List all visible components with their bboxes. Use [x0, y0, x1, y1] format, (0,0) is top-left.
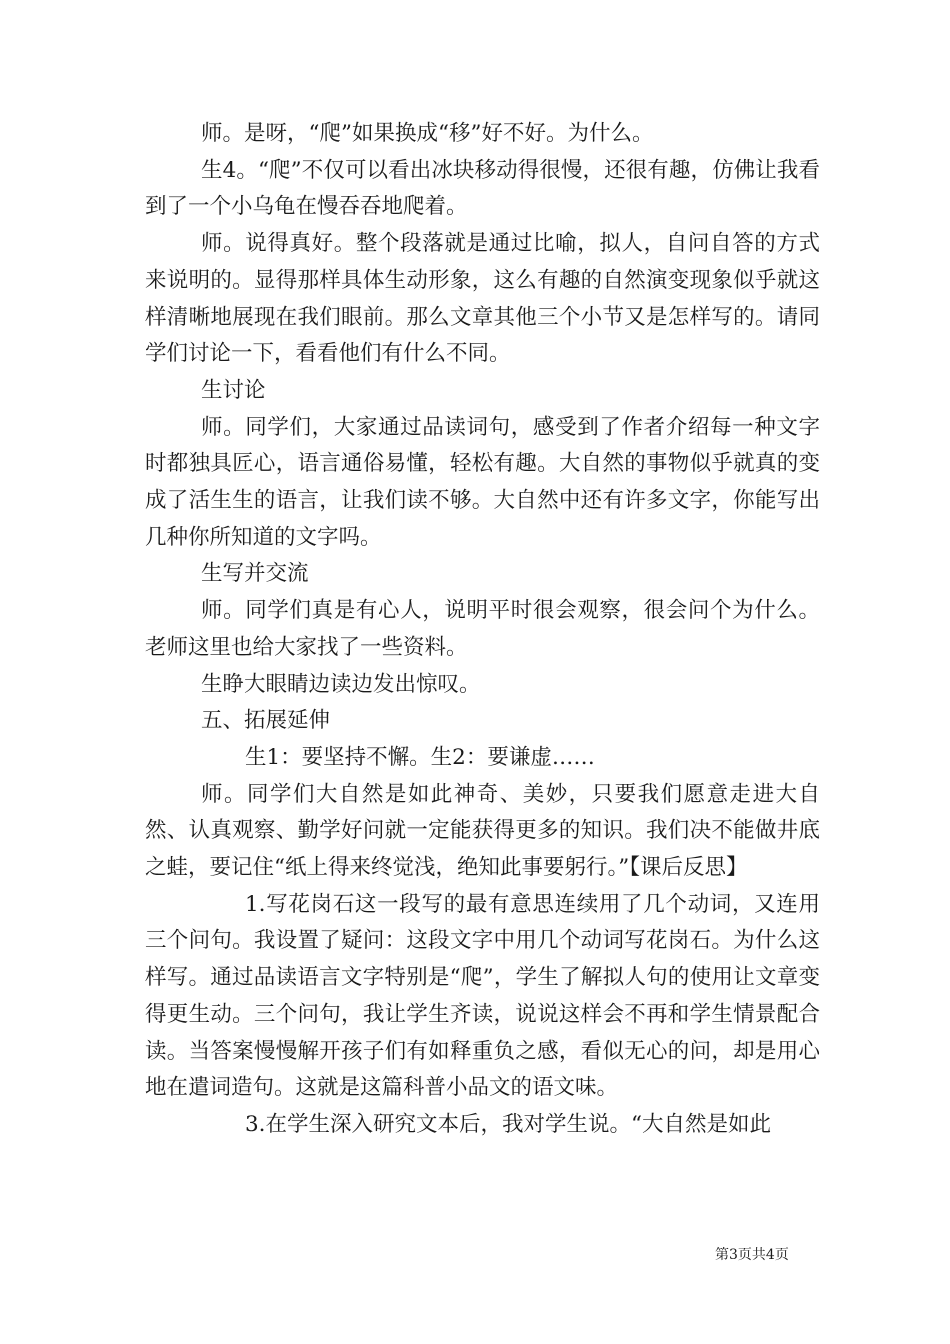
paragraph-student-answers: 生1：要坚持不懈。生2：要谦虚…… [245, 744, 595, 770]
paragraph-reflection-3: 3.在学生深入研究文本后，我对学生说。“大自然是如此 [245, 1111, 772, 1137]
paragraph-teacher-conclusion: 师。同学们大自然是如此神奇、美妙，只要我们愿意走进大自然、认真观察、勤学好问就一定能获得更多的知识。我们决不能做井底之蛙，要记住“纸上得来终觉浅，绝知此事要躬行。”【课后反思】 [145, 781, 820, 881]
paragraph-reflection-1: 1.写花岗石这一段写的最有意思连续用了几个动词，又连用三个问句。我设置了疑问：这段文字中用几个动词写花岗石。为什么这样写。通过品读语言文字特别是“爬”，学生了解拟人句的使用让文章变得更生动。三个问句，我让学生齐读，说说这样会不再和学生情景配合读。当答案慢慢解开孩子们有如释重负之感，看似无心的问，却是用心地在遣词造句。这就是这篇科普小品文的语文味。 [145, 891, 820, 1101]
paragraph-student-4: 生4。“爬”不仅可以看出冰块移动得很慢，还很有趣，仿佛让我看到了一个小乌龟在慢吞吞地爬着。 [145, 157, 820, 220]
document-body [145, 116, 820, 1144]
page-number-footer: 第3页共4页 [715, 1247, 789, 1263]
paragraph-teacher-question: 师。是呀，“爬”如果换成“移”好不好。为什么。 [201, 121, 654, 146]
paragraph-teacher-materials: 师。同学们真是有心人，说明平时很会观察，很会问个为什么。老师这里也给大家找了一些资料。 [145, 598, 820, 660]
paragraph-student-discussion: 生讨论 [201, 377, 266, 403]
section-heading-extension: 五、拓展延伸 [201, 708, 331, 734]
paragraph-teacher-summary: 师。同学们，大家通过品读词句，感受到了作者介绍每一种文字时都独具匠心，语言通俗易懂，轻松有趣。大自然的事物似乎就真的变成了活生生的语言，让我们读不够。大自然中还有许多文字，你能写出几种你所知道的文字吗。 [145, 414, 820, 550]
paragraph-student-write: 生写并交流 [201, 561, 309, 587]
paragraph-teacher-praise: 师。说得真好。整个段落就是通过比喻，拟人，自问自答的方式来说明的。显得那样具体生动形象，这么有趣的自然演变现象似乎就这样清晰地展现在我们眼前。那么文章其他三个小节又是怎样写的。请同学们讨论一下，看看他们有什么不同。 [145, 231, 820, 367]
paragraph-student-read: 生睁大眼睛边读边发出惊叹。 [201, 671, 481, 697]
